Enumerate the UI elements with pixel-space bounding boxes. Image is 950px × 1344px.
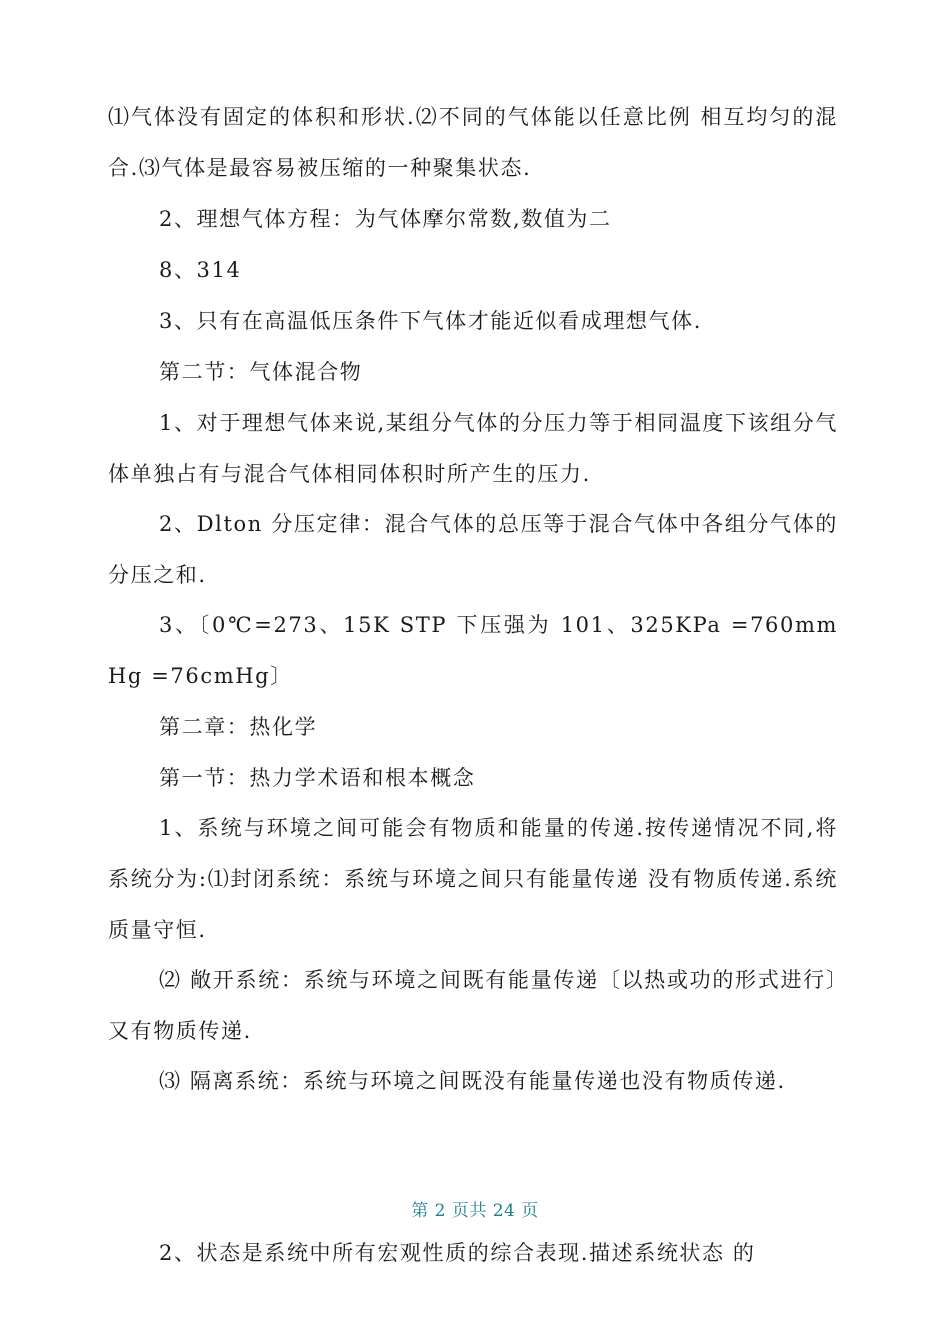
paragraph-partial-pressure: 1、对于理想气体来说,某组分气体的分压力等于相同温度下该组分气体单独占有与混合气体相同体积时所产生的压力. bbox=[108, 411, 838, 486]
paragraph-system-classification: 1、系统与环境之间可能会有物质和能量的传递.按传递情况不同,将系统分为:⑴封闭系统：系统与环境之间只有能量传递 没有物质传递.系统质量守恒. bbox=[108, 816, 838, 942]
paragraph-state-description: 2、状态是系统中所有宏观性质的综合表现.描述系统状态 的 bbox=[159, 1241, 756, 1265]
section-heading-thermodynamics-terms: 第一节：热力学术语和根本概念 bbox=[159, 766, 476, 790]
paragraph-ideal-gas-equation: 2、理想气体方程：为气体摩尔常数,数值为二 bbox=[159, 207, 612, 231]
paragraph-gas-constant-value: 8、314 bbox=[159, 258, 242, 282]
chapter-heading-thermochemistry: 第二章：热化学 bbox=[159, 715, 318, 739]
section-heading-gas-mixture: 第二节：气体混合物 bbox=[159, 360, 363, 384]
paragraph-isolated-system: ⑶ 隔离系统：系统与环境之间既没有能量传递也没有物质传递. bbox=[159, 1069, 786, 1093]
page-number-footer: 第 2 页共 24 页 bbox=[411, 1201, 539, 1221]
paragraph-gas-properties: ⑴气体没有固定的体积和形状.⑵不同的气体能以任意比例 相互均匀的混合.⑶气体是最容易被压缩的一种聚集状态. bbox=[108, 105, 838, 180]
paragraph-dalton-law: 2、Dlton 分压定律：混合气体的总压等于混合气体中各组分气体的分压之和. bbox=[108, 512, 838, 587]
paragraph-ideal-gas-conditions: 3、只有在高温低压条件下气体才能近似看成理想气体. bbox=[159, 309, 703, 333]
paragraph-stp: 3、〔0℃=273、15K STP 下压强为 101、325KPa =760mmHg =76cmHg〕 bbox=[108, 613, 838, 688]
paragraph-open-system: ⑵ 敞开系统：系统与环境之间既有能量传递〔以热或功的形式进行〕又有物质传递. bbox=[108, 968, 838, 1043]
